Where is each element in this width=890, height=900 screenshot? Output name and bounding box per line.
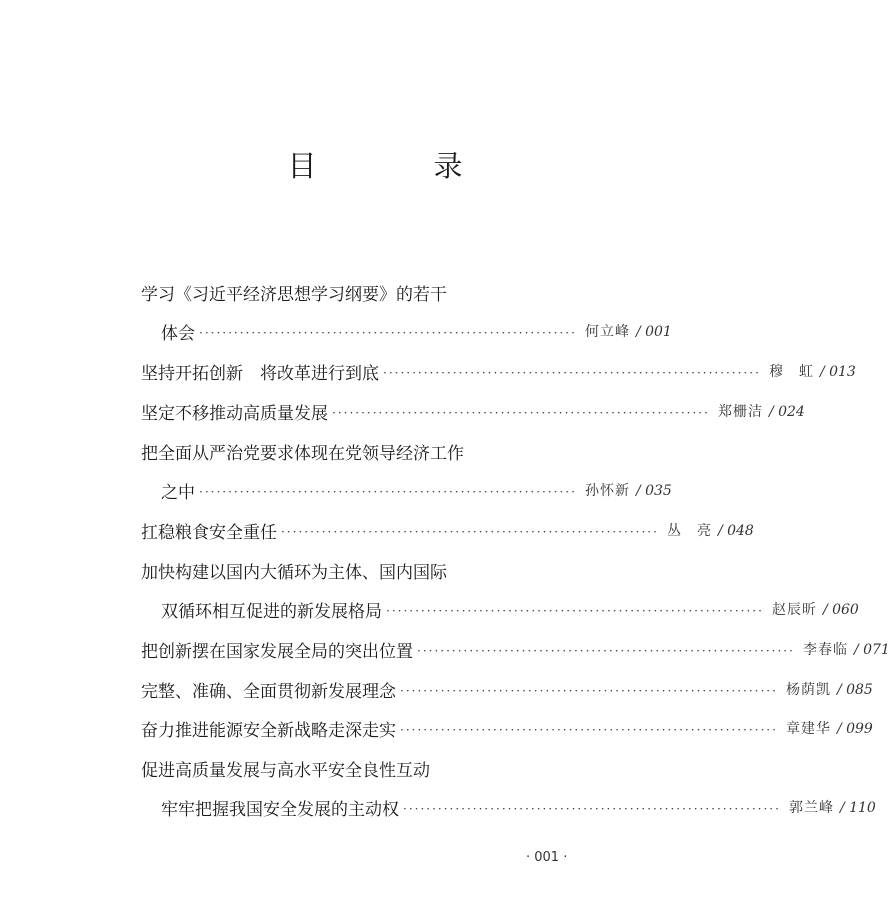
page-number: / 001 bbox=[635, 324, 672, 340]
author-name: 杨荫凯 bbox=[785, 682, 831, 698]
toc-entry[interactable] bbox=[141, 319, 672, 344]
author-name: 李春临 bbox=[802, 642, 848, 658]
toc-author bbox=[803, 639, 890, 659]
toc-entry-title: 坚定不移推动高质量发展 bbox=[141, 403, 328, 424]
toc-author bbox=[585, 321, 672, 341]
page-number: / 110 bbox=[839, 800, 876, 816]
author-name: 孙怀新 bbox=[584, 483, 630, 499]
toc-entry[interactable] bbox=[141, 716, 873, 741]
author-name: 穆 虹 bbox=[768, 364, 814, 380]
page-footer-number: · 001 · bbox=[526, 850, 568, 865]
toc-entry-title: 完整、准确、全面贯彻新发展理念 bbox=[141, 681, 396, 702]
toc-entry-title: 双循环相互促进的新发展格局 bbox=[161, 601, 382, 622]
toc-entry-title: 坚持开拓创新 将改革进行到底 bbox=[141, 363, 379, 384]
toc-entry-heading bbox=[141, 756, 611, 780]
author-name: 何立峰 bbox=[584, 324, 630, 340]
author-name: 丛 亮 bbox=[666, 523, 712, 539]
dot-leader: ································································· bbox=[386, 604, 764, 618]
toc-entry-heading bbox=[141, 280, 611, 304]
page-number: / 048 bbox=[717, 523, 754, 539]
toc-author bbox=[786, 679, 873, 699]
toc-entry-title: 把全面从严治党要求体现在党领导经济工作 bbox=[141, 443, 464, 464]
toc-entry[interactable] bbox=[141, 518, 754, 543]
toc-author bbox=[585, 480, 672, 500]
toc-author bbox=[786, 718, 873, 738]
page-number: / 060 bbox=[822, 602, 859, 618]
toc-entry[interactable] bbox=[141, 359, 856, 384]
toc-entry[interactable] bbox=[141, 597, 859, 622]
dot-leader: ································································· bbox=[417, 644, 795, 658]
toc-entry[interactable] bbox=[141, 478, 672, 503]
toc-entry-title: 把创新摆在国家发展全局的突出位置 bbox=[141, 641, 413, 662]
toc-entry-title: 体会 bbox=[161, 323, 195, 344]
toc-entry-title: 之中 bbox=[161, 482, 195, 503]
author-name: 赵辰昕 bbox=[771, 602, 817, 618]
toc-author bbox=[772, 599, 859, 619]
toc-entry[interactable] bbox=[141, 399, 805, 424]
toc-entry-title: 促进高质量发展与高水平安全良性互动 bbox=[141, 760, 430, 781]
page-number: / 099 bbox=[836, 721, 873, 737]
dot-leader: ································································· bbox=[281, 525, 659, 539]
toc-entry-title: 加快构建以国内大循环为主体、国内国际 bbox=[141, 562, 447, 583]
toc-entry-heading bbox=[141, 439, 611, 463]
toc-entry-title: 学习《习近平经济思想学习纲要》的若干 bbox=[141, 284, 447, 305]
toc-author bbox=[769, 361, 856, 381]
author-name: 章建华 bbox=[785, 721, 831, 737]
page-number: / 024 bbox=[768, 404, 805, 420]
dot-leader: ································································· bbox=[403, 802, 781, 816]
dot-leader: ································································· bbox=[332, 406, 710, 420]
dot-leader: ································································· bbox=[400, 723, 778, 737]
toc-entry-title: 奋力推进能源安全新战略走深走实 bbox=[141, 720, 396, 741]
dot-leader: ································································· bbox=[199, 326, 577, 340]
toc-author bbox=[667, 520, 754, 540]
dot-leader: ································································· bbox=[199, 485, 577, 499]
page-number: / 013 bbox=[819, 364, 856, 380]
toc-entry[interactable] bbox=[141, 637, 890, 662]
author-name: 郑栅洁 bbox=[717, 404, 763, 420]
toc-entry-title: 牢牢把握我国安全发展的主动权 bbox=[161, 799, 399, 820]
toc-author bbox=[789, 797, 876, 817]
toc-entry-title: 扛稳粮食安全重任 bbox=[141, 522, 277, 543]
page-number: / 085 bbox=[836, 682, 873, 698]
toc-entry[interactable] bbox=[141, 677, 873, 702]
author-name: 郭兰峰 bbox=[788, 800, 834, 816]
toc-entry-heading bbox=[141, 558, 611, 582]
dot-leader: ································································· bbox=[400, 684, 778, 698]
page-title: 目 录 bbox=[287, 149, 507, 183]
toc-entry[interactable] bbox=[141, 795, 876, 820]
toc-author bbox=[718, 401, 805, 421]
dot-leader: ································································· bbox=[383, 366, 761, 380]
page-number: / 071 bbox=[853, 642, 890, 658]
page-number: / 035 bbox=[635, 483, 672, 499]
